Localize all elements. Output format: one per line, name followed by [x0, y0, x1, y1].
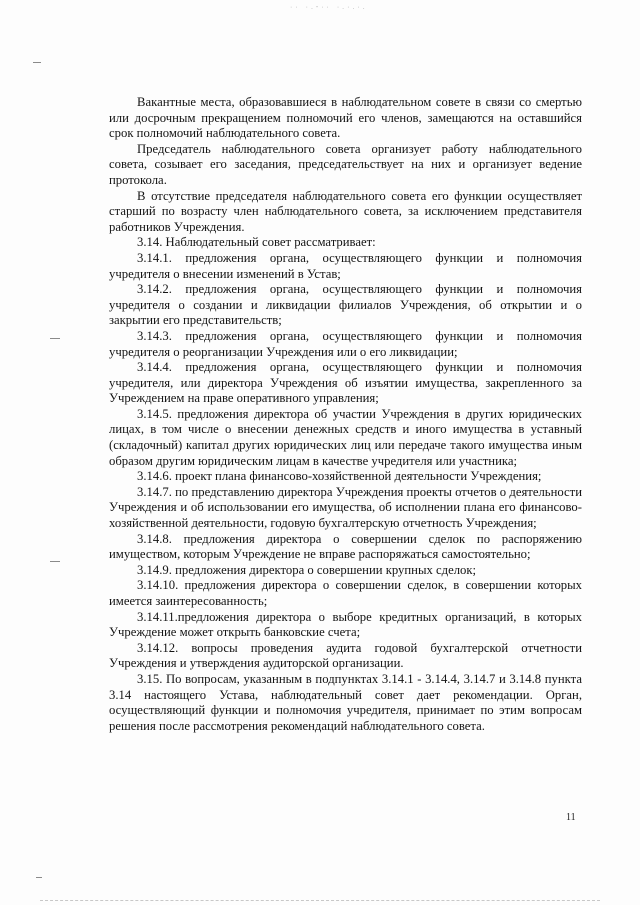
paragraph-3-14-10: 3.14.10. предложения директора о совершении сделок, в совершении которых имеется заинтересованность;: [109, 578, 582, 608]
paragraph-3-14-7: 3.14.7. по представлению директора Учреждения проекты отчетов о деятельности Учреждения и об использовании его имущества, об исполнении плана его финансово-хозяйственной деятельности, годовую бухгалтерскую отчетность Учреждения;: [109, 484, 582, 531]
scan-noise-top: ·· ·.-·· ·.·.·.: [290, 4, 368, 11]
scan-mark: [36, 877, 42, 878]
paragraph-3-14-12: 3.14.12. вопросы проведения аудита годовой бухгалтерской отчетности Учреждения и утверждения аудиторской организации.: [109, 640, 582, 671]
body-text: [109, 95, 582, 734]
paragraph-3-14: 3.14. Наблюдательный совет рассматривает:: [137, 235, 376, 250]
scan-mark: [33, 62, 41, 63]
paragraph-3-14-4: 3.14.4. предложения органа, осуществляющего функции и полномочия учредителя, или директора Учреждения об изъятии имущества, закрепленного за Учреждением на праве оперативного управления;: [109, 360, 582, 406]
scan-mark: [50, 561, 60, 562]
paragraph-3-14-8: 3.14.8. предложения директора о совершении сделок по распоряжению имуществом, которым Учреждение не вправе распоряжаться самостоятельно;: [109, 531, 582, 562]
paragraph-chairman-absence: В отсутствие председателя наблюдательного совета его функции осуществляет старший по возрасту член наблюдательного совета, за исключением представителя работников Учреждения.: [109, 188, 582, 234]
paragraph-3-14-2: 3.14.2. предложения органа, осуществляющего функции и полномочия учредителя о создании и ликвидации филиалов Учреждения, об открытии и о закрытии его представительств;: [109, 282, 582, 328]
paragraph-3-14-9: 3.14.9. предложения директора о совершении крупных сделок;: [137, 562, 477, 577]
scan-edge-line: [40, 900, 600, 901]
paragraph-3-14-11: 3.14.11.предложения директора о выборе кредитных организаций, в которых Учреждение может открыть банковские счета;: [109, 609, 582, 640]
paragraph-3-14-5: 3.14.5. предложения директора об участии Учреждения в других юридических лицах, в том числе о внесении денежных средств и иного имущества в уставный (складочный) капитал других юридических лиц или передаче такого имущества иным образом другим юридическим лицам в качестве учредителя или участника;: [109, 406, 582, 468]
paragraph-3-14-3: 3.14.3. предложения органа, осуществляющего функции и полномочия учредителя о реорганизации Учреждения или о его ликвидации;: [109, 328, 582, 359]
scan-mark: [50, 338, 60, 339]
paragraph-3-14-6: 3.14.6. проект плана финансово-хозяйственной деятельности Учреждения;: [137, 469, 542, 484]
paragraph-3-14-1: 3.14.1. предложения органа, осуществляющего функции и полномочия учредителя о внесении изменений в Устав;: [109, 250, 582, 281]
paragraph-chairman: Председатель наблюдательного совета организует работу наблюдательного совета, созывает его заседания, председательствует на них и организует ведение протокола.: [109, 141, 582, 187]
page-number: 11: [566, 812, 576, 823]
paragraph-vacancies: Вакантные места, образовавшиеся в наблюдательном совете в связи со смертью или досрочным прекращением полномочий его членов, замещаются на оставшийся срок полномочий наблюдательного совета.: [109, 95, 582, 141]
paragraph-3-15: 3.15. По вопросам, указанным в подпунктах 3.14.1 - 3.14.4, 3.14.7 и 3.14.8 пункта 3.14 настоящего Устава, наблюдательный совет дает рекомендации. Орган, осуществляющий функции и полномочия учредителя, принимает по этим вопросам решения после рассмотрения рекомендаций наблюдательного совета.: [109, 671, 582, 733]
